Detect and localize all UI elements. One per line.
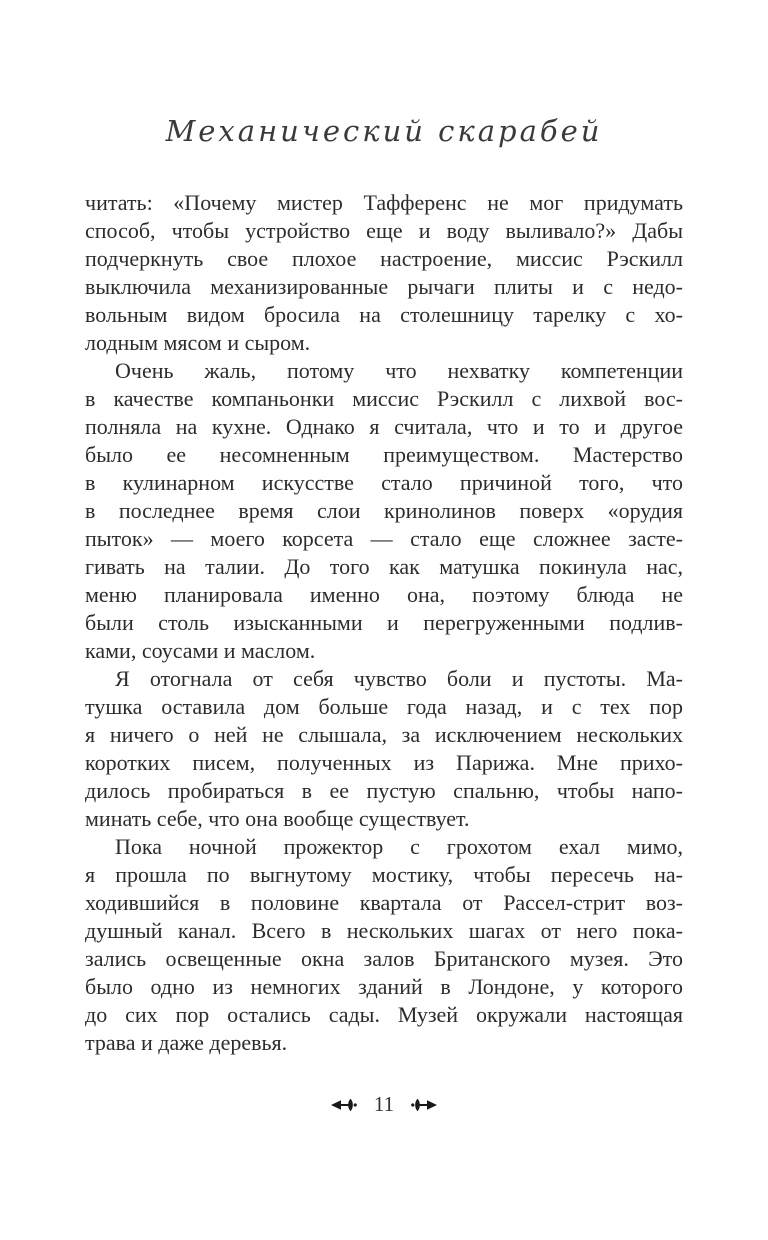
text-line: полняла на кухне. Однако я считала, что и то и другое (85, 414, 683, 439)
text-line: тушка оставила дом больше года назад, и с тех пор (85, 694, 683, 719)
text-line: зались освещенные окна залов Британского музея. Это (85, 946, 683, 971)
text-line: лодным мясом и сыром. (85, 330, 311, 355)
text-line: подчеркнуть свое плохое настроение, миссис Рэскилл (85, 246, 683, 271)
text-line: душный канал. Всего в нескольких шагах от него пока- (85, 918, 683, 943)
text-line: было ее несомненным преимуществом. Мастерство (85, 442, 683, 467)
text-line: в качестве компаньонки миссис Рэскилл с лихвой вос- (85, 386, 683, 411)
running-head-title: Механический скарабей (165, 114, 603, 148)
text-line: было одно из немногих зданий в Лондоне, у которого (85, 974, 683, 999)
text-line: Очень жаль, потому что нехватку компетенции (115, 358, 683, 383)
text-line: ками, соусами и маслом. (85, 638, 316, 663)
text-line: пыток» — моего корсета — стало еще сложнее засте- (85, 526, 683, 551)
text-line: в последнее время слои кринолинов поверх «орудия (85, 498, 683, 523)
text-line: были столь изысканными и перегруженными подлив- (85, 610, 683, 635)
text-line: дилось пробираться в ее пустую спальню, чтобы напо- (85, 778, 683, 803)
page-footer (0, 1094, 768, 1115)
paragraph (85, 833, 683, 1057)
text-line: до сих пор остались сады. Музей окружали настоящая (85, 1002, 683, 1027)
text-line: Пока ночной прожектор с грохотом ехал мимо, (115, 834, 683, 859)
text-line: читать: «Почему мистер Тафференс не мог придумать (85, 190, 683, 215)
text-line: выключила механизированные рычаги плиты и с недо- (85, 274, 683, 299)
paragraph (85, 357, 683, 665)
text-line: я ничего о ней не слышала, за исключением нескольких (85, 722, 683, 747)
text-line: минать себе, что она вообще существует. (85, 806, 470, 831)
page-number: 11 (373, 1092, 395, 1116)
arrow-left-fleuron-icon (331, 1098, 357, 1112)
body-text (85, 189, 683, 1057)
text-line: гивать на талии. До того как матушка покинула нас, (85, 554, 683, 579)
text-line: меню планировала именно она, поэтому блюда не (85, 582, 683, 607)
text-line: ходившийся в половине квартала от Рассел-стрит воз- (85, 890, 683, 915)
text-line: способ, чтобы устройство еще и воду выливало?» Дабы (85, 218, 683, 243)
text-line: трава и даже деревья. (85, 1030, 288, 1055)
text-line: в кулинарном искусстве стало причиной того, что (85, 470, 683, 495)
paragraph (85, 189, 683, 357)
paragraph (85, 665, 683, 833)
arrow-right-fleuron-icon (411, 1098, 437, 1112)
text-line: я прошла по выгнутому мостику, чтобы пересечь на- (85, 862, 683, 887)
text-line: коротких писем, полученных из Парижа. Мне прихо- (85, 750, 683, 775)
text-line: Я отогнала от себя чувство боли и пустоты. Ма- (115, 666, 683, 691)
text-line: вольным видом бросила на столешницу тарелку с хо- (85, 302, 683, 327)
